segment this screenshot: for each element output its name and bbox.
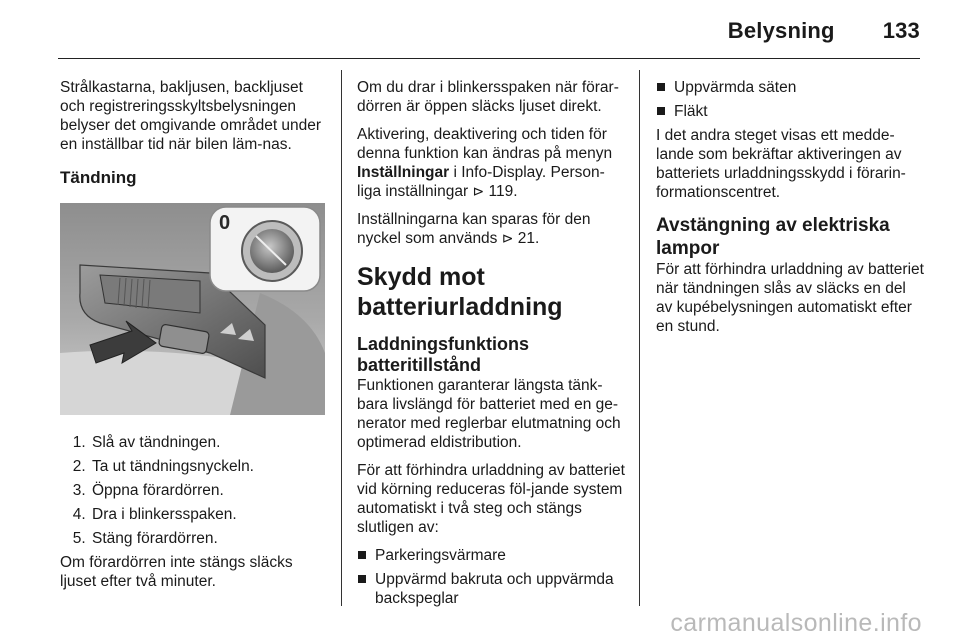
paragraph: Funktionen garanterar längsta tänk-bara livslängd för batteriet med en ge-nerator med reglerbar elutmatning och optimerad eldistribution. <box>357 377 621 451</box>
page-reference[interactable]: 21. <box>517 230 540 247</box>
paragraph: Om du drar i blinkersspaken när förar-dörren är öppen släcks ljuset direkt. <box>357 79 619 115</box>
list-item <box>357 570 627 608</box>
page-header <box>728 18 920 44</box>
charging-function-heading: Laddningsfunktions batteritillstånd <box>357 334 529 375</box>
bullet-icon <box>657 107 665 115</box>
header-divider <box>58 58 920 59</box>
column-2 <box>357 78 627 613</box>
page-reference[interactable]: 119. <box>488 183 518 200</box>
battery-protection-heading: Skydd mot batteriurladdning <box>357 263 563 321</box>
page-number: 133 <box>882 18 920 43</box>
intro-paragraph: Strålkastarna, bakljusen, backljuset och registreringsskyltsbelysningen belyser det omgivande området under en inställbar tid när bilen läm-nas. <box>60 79 322 153</box>
text-run: Inställningarna kan sparas för den nyckel som används <box>357 211 591 247</box>
step-item: 5. Stäng förardörren. <box>90 529 325 548</box>
ignition-heading: Tändning <box>60 168 137 187</box>
step-item: 4. Dra i blinkersspaken. <box>90 505 325 524</box>
column-divider-1 <box>341 70 342 606</box>
reduced-systems-list <box>357 546 627 608</box>
settings-menu-name: Inställningar <box>357 164 450 181</box>
page-reference-icon: ⊳ <box>501 230 514 246</box>
step-item: 2. Ta ut tändningsnyckeln. <box>90 457 325 476</box>
ignition-key-position-inset <box>210 207 320 291</box>
column-3 <box>656 78 926 345</box>
column-divider-2 <box>639 70 640 606</box>
key-position-label: 0 <box>219 212 231 234</box>
section-title: Belysning <box>727 18 835 43</box>
step-list <box>60 433 325 548</box>
watermark: carmanualsonline.info <box>670 609 922 637</box>
list-item <box>656 78 926 97</box>
turn-signal-lever-illustration <box>60 203 325 415</box>
paragraph: För att förhindra urladdning av batteriet när tändningen slås av släcks en del av kupébelysningen automatiskt efter en stund. <box>656 261 924 335</box>
step-item: 3. Öppna förardörren. <box>90 481 325 500</box>
column-1 <box>60 78 325 600</box>
list-item-text: Fläkt <box>674 103 708 120</box>
settings-paragraph <box>357 125 627 201</box>
paragraph: För att förhindra urladdning av batteriet vid körning reduceras föl-jande system automatiskt i två steg och stängs slutligen av: <box>357 462 625 536</box>
page-reference-icon: ⊳ <box>472 183 485 199</box>
list-item-text: Parkeringsvärmare <box>375 547 506 564</box>
text-run: i Info-Display. Person-liga inställningar <box>357 164 605 200</box>
bullet-icon <box>657 83 665 91</box>
bullet-icon <box>358 575 366 583</box>
list-item <box>357 546 627 565</box>
list-item-text: Uppvärmda säten <box>674 79 797 96</box>
list-item-text: Uppvärmd bakruta och uppvärmda backspeglar <box>375 571 614 607</box>
door-note: Om förardörren inte stängs släcks ljuset efter två minuter. <box>60 554 293 590</box>
bullet-icon <box>358 551 366 559</box>
text-run: Aktivering, deaktivering och tiden för denna funktion kan ändras på menyn <box>357 126 613 162</box>
lamp-shutoff-heading: Avstängning av elektriska lampor <box>656 215 890 259</box>
reduced-systems-list-continued <box>656 78 926 121</box>
step-item: 1. Slå av tändningen. <box>90 433 325 452</box>
key-settings-paragraph <box>357 210 627 248</box>
list-item <box>656 102 926 121</box>
paragraph: I det andra steget visas ett medde-lande som bekräftar aktiveringen av batteriets urladdningsskydd i förarin-formationscentret. <box>656 127 906 201</box>
